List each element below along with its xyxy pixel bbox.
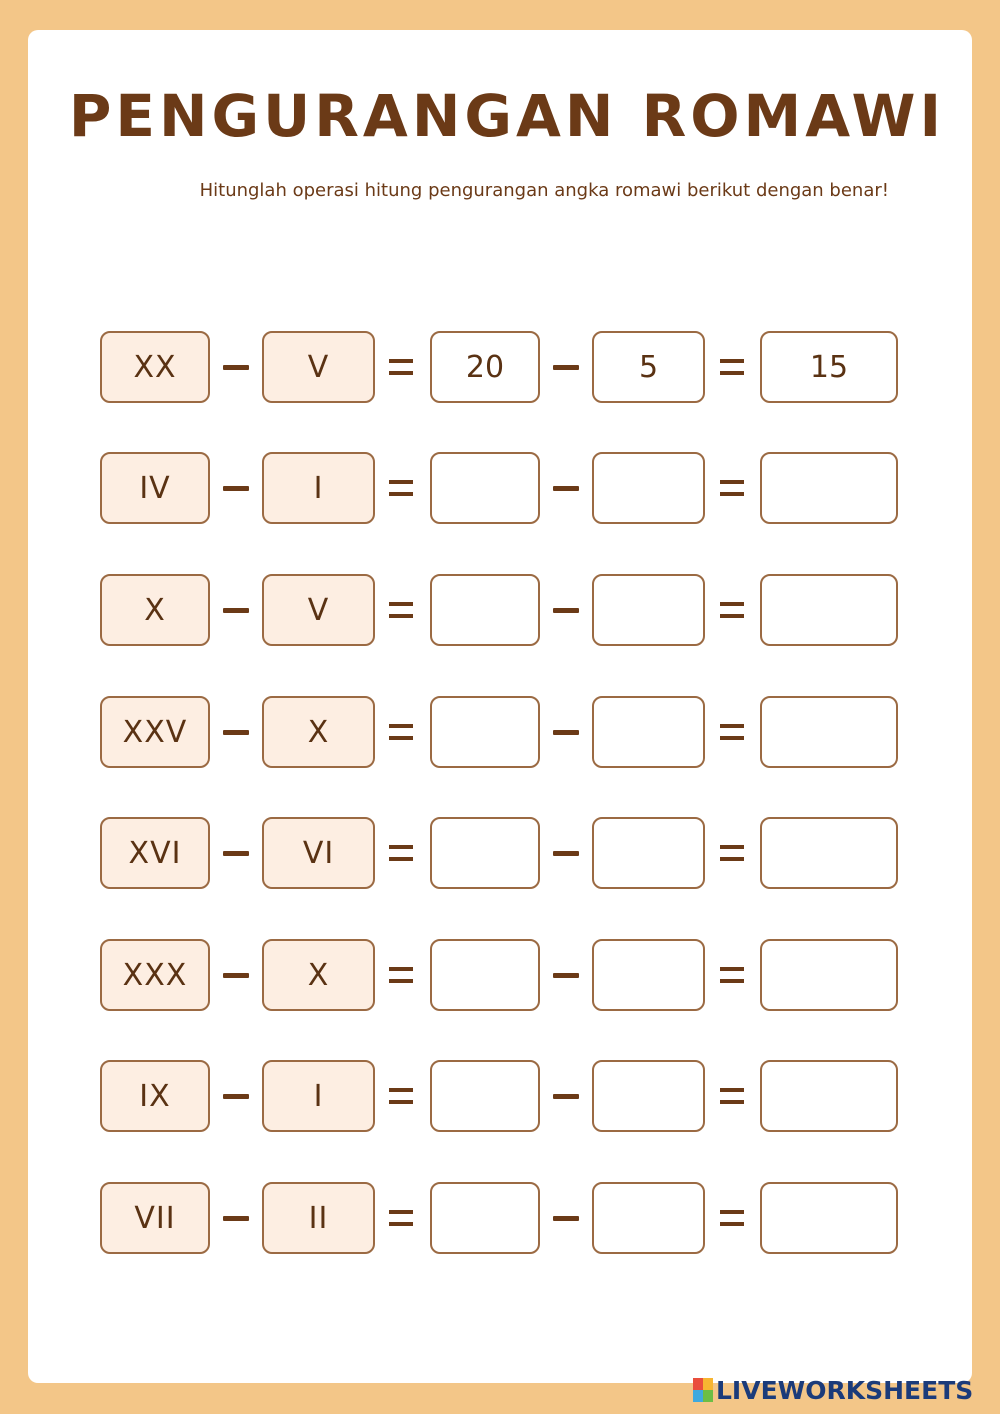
- equals-sign: [712, 574, 752, 646]
- minus-sign: [216, 574, 256, 646]
- equals-sign: [712, 1182, 752, 1254]
- minus-sign: [216, 331, 256, 403]
- minus-sign: [546, 817, 586, 889]
- equation-row: [0, 939, 1000, 1011]
- minus-sign: [546, 939, 586, 1011]
- minus-sign: [546, 331, 586, 403]
- equation-row: [0, 696, 1000, 768]
- minus-sign: [216, 452, 256, 524]
- equation-row: [0, 1182, 1000, 1254]
- subtrahend-answer-box[interactable]: [592, 1060, 705, 1132]
- minus-sign: [546, 696, 586, 768]
- minus-sign: [216, 696, 256, 768]
- minus-sign: [216, 1182, 256, 1254]
- roman-minuend: IX: [100, 1060, 210, 1132]
- roman-subtrahend: VI: [262, 817, 375, 889]
- minuend-answer-box[interactable]: [430, 696, 540, 768]
- roman-minuend: VII: [100, 1182, 210, 1254]
- equation-row: [0, 331, 1000, 403]
- roman-minuend: XX: [100, 331, 210, 403]
- subtrahend-answer-box[interactable]: [592, 452, 705, 524]
- result-answer-box[interactable]: [760, 1060, 898, 1132]
- equals-sign: [381, 452, 421, 524]
- minus-sign: [546, 1060, 586, 1132]
- minus-sign: [216, 939, 256, 1011]
- equation-row: [0, 817, 1000, 889]
- equals-sign: [381, 1060, 421, 1132]
- minuend-answer-box[interactable]: [430, 452, 540, 524]
- equals-sign: [712, 939, 752, 1011]
- minuend-answer-box[interactable]: 20: [430, 331, 540, 403]
- result-answer-box[interactable]: 15: [760, 331, 898, 403]
- roman-minuend: X: [100, 574, 210, 646]
- roman-subtrahend: V: [262, 331, 375, 403]
- equals-sign: [381, 574, 421, 646]
- roman-minuend: XXV: [100, 696, 210, 768]
- subtrahend-answer-box[interactable]: [592, 696, 705, 768]
- subtrahend-answer-box[interactable]: [592, 1182, 705, 1254]
- result-answer-box[interactable]: [760, 1182, 898, 1254]
- minuend-answer-box[interactable]: [430, 939, 540, 1011]
- liveworksheets-logo-text: LIVEWORKSHEETS: [716, 1375, 974, 1405]
- equals-sign: [712, 1060, 752, 1132]
- roman-minuend: XVI: [100, 817, 210, 889]
- roman-minuend: XXX: [100, 939, 210, 1011]
- equals-sign: [381, 939, 421, 1011]
- minuend-answer-box[interactable]: [430, 1060, 540, 1132]
- equals-sign: [381, 696, 421, 768]
- subtrahend-answer-box[interactable]: [592, 817, 705, 889]
- roman-subtrahend: X: [262, 939, 375, 1011]
- result-answer-box[interactable]: [760, 696, 898, 768]
- result-answer-box[interactable]: [760, 574, 898, 646]
- subtrahend-answer-box[interactable]: 5: [592, 331, 705, 403]
- equals-sign: [381, 331, 421, 403]
- instructions: Hitunglah operasi hitung pengurangan angka romawi berikut dengan benar!: [199, 180, 889, 201]
- minus-sign: [216, 817, 256, 889]
- roman-subtrahend: I: [262, 1060, 375, 1132]
- equation-row: [0, 1060, 1000, 1132]
- equals-sign: [712, 452, 752, 524]
- subtrahend-answer-box[interactable]: [592, 574, 705, 646]
- liveworksheets-logo-icon: [693, 1378, 713, 1402]
- minus-sign: [546, 1182, 586, 1254]
- minus-sign: [546, 574, 586, 646]
- roman-subtrahend: I: [262, 452, 375, 524]
- roman-subtrahend: II: [262, 1182, 375, 1254]
- equals-sign: [381, 817, 421, 889]
- result-answer-box[interactable]: [760, 939, 898, 1011]
- roman-subtrahend: X: [262, 696, 375, 768]
- minuend-answer-box[interactable]: [430, 817, 540, 889]
- equation-row: [0, 452, 1000, 524]
- equals-sign: [712, 817, 752, 889]
- page-title: PENGURANGAN ROMAWI: [68, 82, 946, 150]
- equals-sign: [712, 331, 752, 403]
- roman-minuend: IV: [100, 452, 210, 524]
- minus-sign: [216, 1060, 256, 1132]
- minus-sign: [546, 452, 586, 524]
- result-answer-box[interactable]: [760, 452, 898, 524]
- minuend-answer-box[interactable]: [430, 1182, 540, 1254]
- roman-subtrahend: V: [262, 574, 375, 646]
- subtrahend-answer-box[interactable]: [592, 939, 705, 1011]
- equation-row: [0, 574, 1000, 646]
- equals-sign: [712, 696, 752, 768]
- minuend-answer-box[interactable]: [430, 574, 540, 646]
- liveworksheets-logo: [693, 1374, 973, 1406]
- result-answer-box[interactable]: [760, 817, 898, 889]
- equals-sign: [381, 1182, 421, 1254]
